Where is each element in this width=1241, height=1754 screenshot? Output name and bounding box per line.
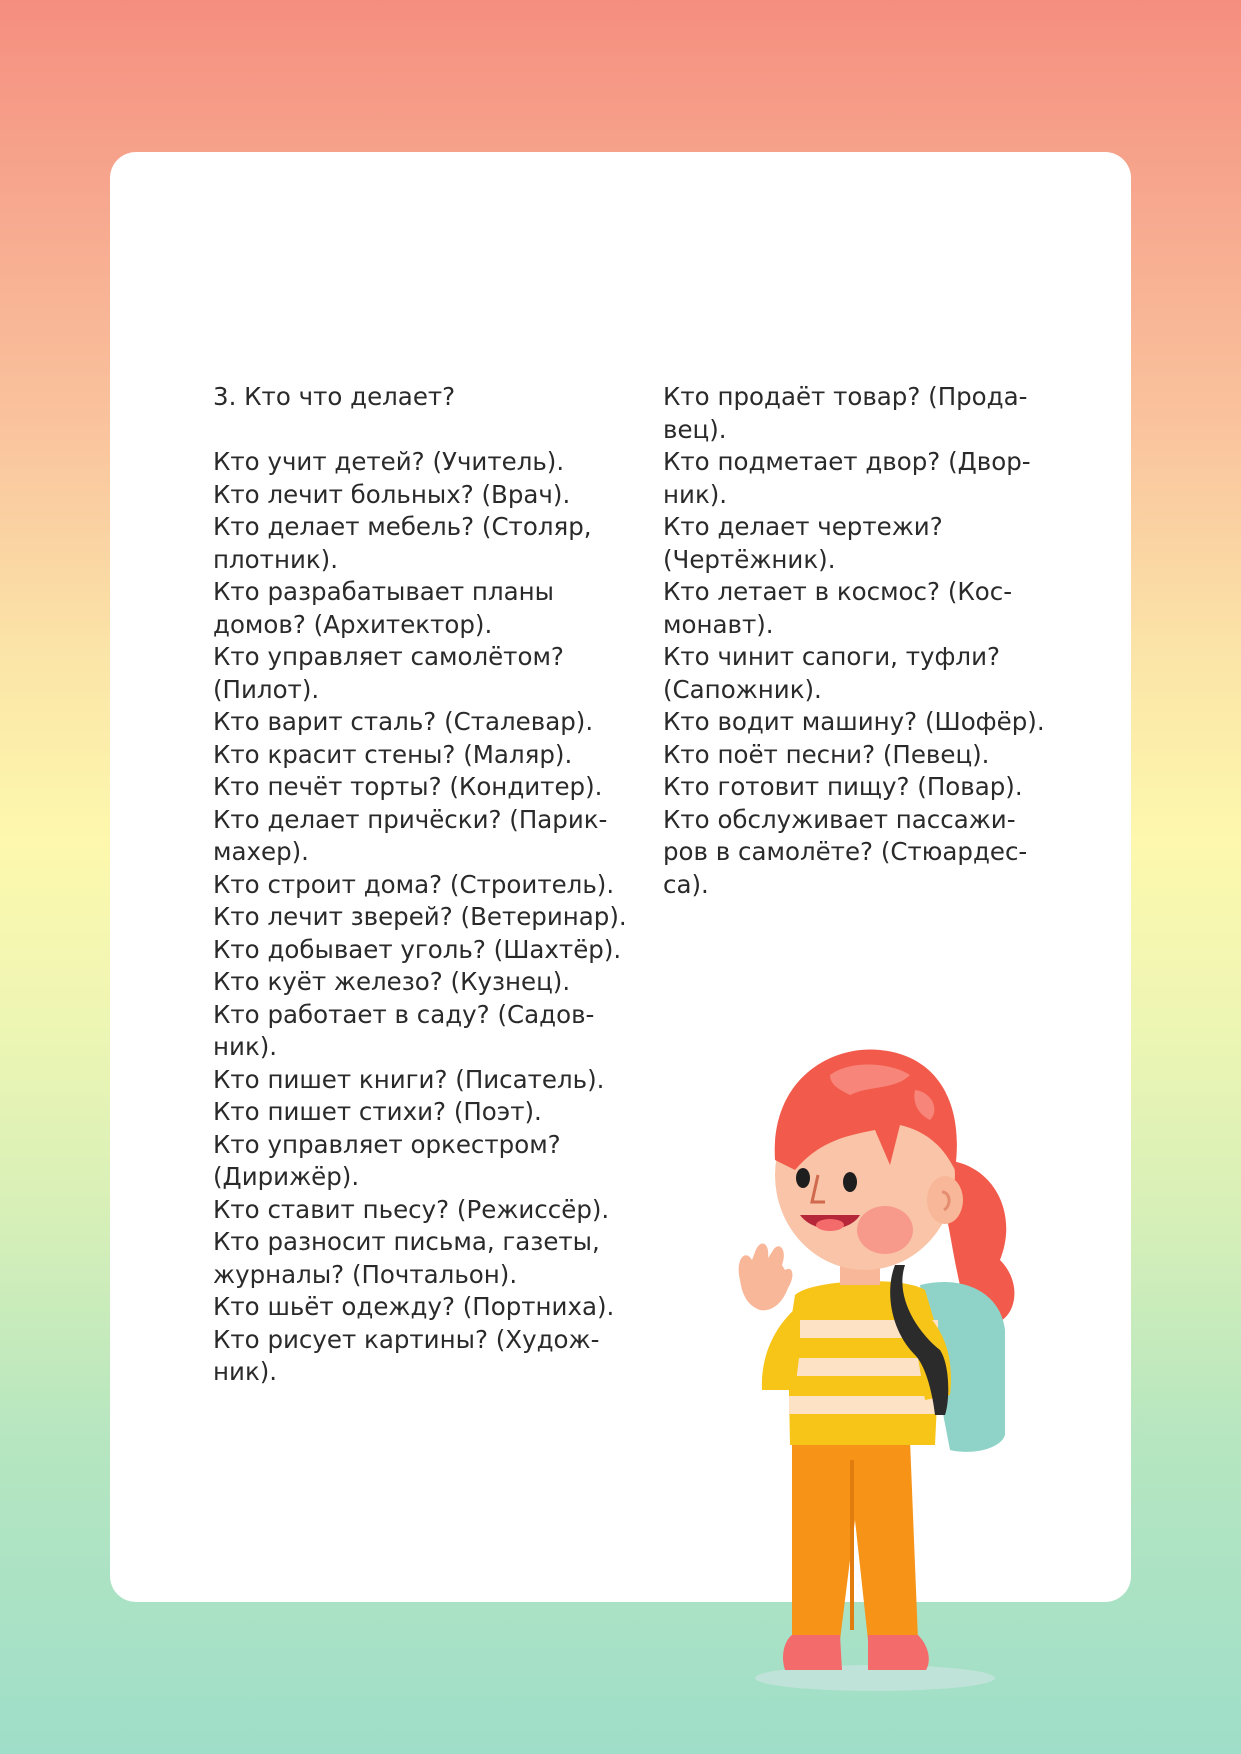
question-line: Кто поёт песни? (Певец). xyxy=(663,739,990,769)
question-line: Кто продаёт товар? (Прода- xyxy=(663,382,1028,411)
question-line: (Чертёжник). xyxy=(663,544,836,574)
question-line: (Пилот). xyxy=(213,674,320,704)
question-line: Кто делает причёски? (Парик- xyxy=(213,804,608,834)
question-line: журналы? (Почтальон). xyxy=(213,1259,518,1289)
spacer xyxy=(213,414,643,447)
question-line: Кто учит детей? (Учитель). xyxy=(213,447,565,476)
question-line: домов? (Архитектор). xyxy=(213,609,493,639)
question-line: Кто ставит пьесу? (Режиссёр). xyxy=(213,1194,610,1224)
question-line: Кто водит машину? (Шофёр). xyxy=(663,707,1045,736)
ear xyxy=(927,1176,963,1224)
question-line: Кто строит дома? (Строитель). xyxy=(213,869,615,899)
question-line: Кто летает в космос? (Кос- xyxy=(663,577,1013,606)
question-line: Кто куёт железо? (Кузнец). xyxy=(213,967,571,996)
right-shoe xyxy=(868,1635,929,1670)
question-line: Кто красит стены? (Маляр). xyxy=(213,739,573,769)
question-line: Кто пишет стихи? (Поэт). xyxy=(213,1097,542,1126)
question-line: Кто шьёт одежду? (Портниха). xyxy=(213,1292,615,1321)
question-line: Кто печёт торты? (Кондитер). xyxy=(213,772,603,801)
question-line: вец). xyxy=(663,414,727,444)
pants xyxy=(792,1440,918,1640)
question-line: Кто разносит письма, газеты, xyxy=(213,1227,600,1256)
raised-arm xyxy=(762,1305,800,1390)
question-line: (Дирижёр). xyxy=(213,1162,360,1191)
question-line: плотник). xyxy=(213,544,339,574)
question-line: Кто пишет книги? (Писатель). xyxy=(213,1064,605,1094)
question-line: Кто рисует картины? (Худож- xyxy=(213,1324,600,1354)
question-line: са). xyxy=(663,869,709,899)
question-line: ров в самолёте? (Стюардес- xyxy=(663,837,1028,866)
question-line: ник). xyxy=(213,1357,278,1386)
question-line: Кто работает в саду? (Садов- xyxy=(213,999,595,1029)
section-heading: 3. Кто что делает? xyxy=(213,382,456,411)
left-shoe xyxy=(783,1635,842,1670)
question-line: Кто чинит сапоги, туфли? xyxy=(663,642,1001,671)
cheek xyxy=(857,1206,913,1254)
left-column xyxy=(213,381,643,1389)
question-line: Кто управляет оркестром? xyxy=(213,1129,561,1159)
question-line: Кто разрабатывает планы xyxy=(213,577,554,606)
question-line: (Сапожник). xyxy=(663,674,822,704)
question-line: Кто делает мебель? (Столяр, xyxy=(213,512,592,541)
question-line: Кто управляет самолётом? xyxy=(213,642,564,671)
question-line: ник). xyxy=(213,1032,278,1061)
question-line: Кто готовит пищу? (Повар). xyxy=(663,772,1023,801)
right-lines xyxy=(663,381,1063,901)
question-line: ник). xyxy=(663,479,728,509)
right-eye xyxy=(843,1172,857,1192)
question-line: Кто подметает двор? (Двор- xyxy=(663,447,1031,476)
question-line: Кто делает чертежи? xyxy=(663,512,943,541)
question-line: монавт). xyxy=(663,609,774,639)
question-line: Кто обслуживает пассажи- xyxy=(663,804,1016,834)
question-line: махер). xyxy=(213,837,309,866)
left-eye xyxy=(796,1168,810,1188)
right-column xyxy=(663,381,1063,901)
girl-illustration xyxy=(700,1020,1060,1700)
left-lines xyxy=(213,446,643,1389)
question-line: Кто добывает уголь? (Шахтёр). xyxy=(213,934,622,964)
question-line: Кто варит сталь? (Сталевар). xyxy=(213,707,594,736)
question-line: Кто лечит больных? (Врач). xyxy=(213,479,571,509)
waving-hand xyxy=(739,1243,793,1310)
question-line: Кто лечит зверей? (Ветеринар). xyxy=(213,902,627,931)
